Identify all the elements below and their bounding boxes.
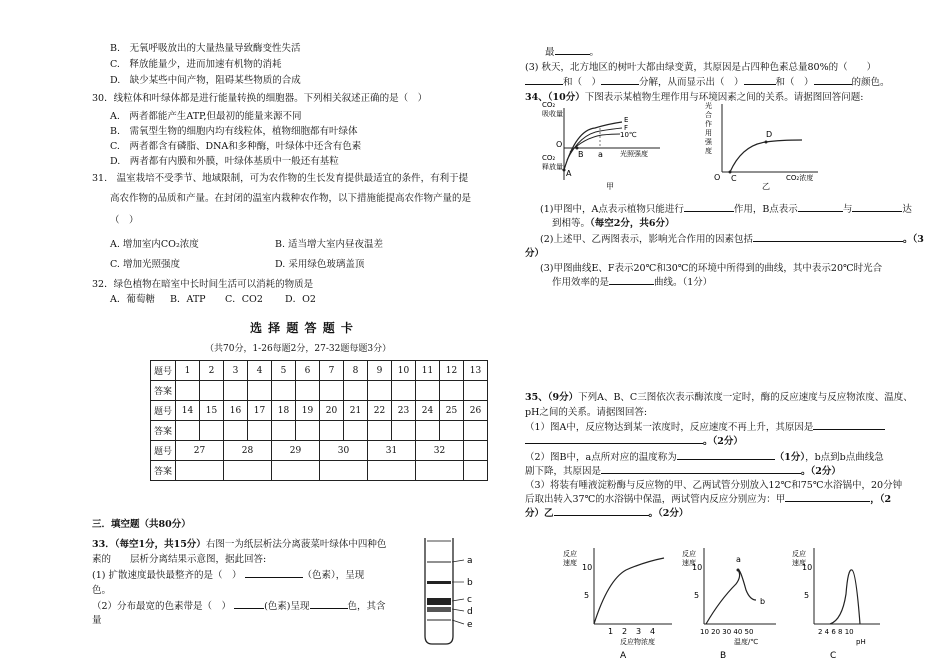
row-label: 答案: [151, 421, 176, 441]
empty-cell: [464, 441, 488, 461]
empty-cell: [464, 461, 488, 481]
q31-paren: （ ）: [110, 215, 139, 226]
q34-q2-a: (2)上述甲、乙两图表示，影响光合作用的因素包括: [540, 234, 753, 245]
answer-cell[interactable]: [344, 421, 368, 441]
answer-cell[interactable]: [224, 461, 272, 481]
q35-q1-score: 。（2分）: [703, 436, 743, 447]
chromatography-tube-figure: [410, 536, 490, 648]
question-number: 1: [176, 361, 200, 381]
q35-q2-d: 剧下降，其原因是: [525, 466, 602, 477]
q34-q3-line2: [552, 274, 712, 288]
answer-cell[interactable]: [464, 421, 488, 441]
question-number: 32: [416, 441, 464, 461]
q32-stem: 32．绿色植物在暗室中长时间生活可以消耗的物质是: [92, 279, 314, 290]
x-tick: 4: [650, 627, 656, 636]
question-number: 10: [392, 361, 416, 381]
temperature-curve: [706, 570, 756, 624]
x-axis-label: CO₂浓度: [786, 174, 814, 182]
tube-label-d: d: [467, 607, 473, 617]
q34-q2: [540, 231, 924, 245]
answer-cell[interactable]: [440, 421, 464, 441]
tube-label-e: e: [467, 620, 473, 630]
answer-cell[interactable]: [464, 381, 488, 401]
answer-blank[interactable]: [601, 75, 639, 85]
answer-blank[interactable]: [525, 75, 563, 85]
band-c: [427, 598, 451, 605]
q35-q1-line1: [525, 419, 885, 433]
tube-label-c: c: [467, 595, 472, 605]
answer-blank[interactable]: [684, 202, 734, 212]
q31-option-b: B. 适当增大室内昼夜温差: [275, 239, 384, 250]
x-axis-label: 反应物浓度: [620, 638, 655, 646]
answer-cell[interactable]: [416, 381, 440, 401]
x-ticks: 10 20 30 40 50: [700, 628, 754, 636]
x-tick: 3: [636, 627, 642, 636]
y-tick: 5: [694, 591, 700, 600]
q30-stem: 30．线粒体和叶绿体都是进行能量转换的细胞器。下列相关叙述正确的是（ ）: [92, 93, 428, 104]
q29-option-d: D. 缺少某些中间产物，阻碍某些物质的合成: [110, 75, 301, 86]
answer-cell[interactable]: [272, 461, 320, 481]
graph-caption: 甲: [606, 182, 614, 190]
point-a-label: a: [736, 555, 741, 564]
answer-blank[interactable]: [798, 202, 843, 212]
question-number: 24: [416, 401, 440, 421]
graph-caption: B: [720, 651, 727, 660]
question-number: 23: [392, 401, 416, 421]
answer-cell[interactable]: [176, 381, 200, 401]
q34-q1-score: （每空2分，共6分）: [590, 218, 675, 229]
question-number: 25: [440, 401, 464, 421]
graph-caption: A: [620, 651, 627, 660]
question-number: 6: [296, 361, 320, 381]
y-tick: 10: [692, 563, 703, 572]
q34-q1-b: 作用，B点表示: [733, 204, 798, 215]
curve-photosynthesis: [730, 140, 802, 172]
q33-q1-tail: （色素），呈现: [302, 570, 365, 581]
question-number: 20: [320, 401, 344, 421]
q35-q3-line1: （3）将装有唾液淀粉酶与反应物的甲、乙两试管分别放入12℃和75℃水浴锅中，20分钟: [525, 480, 903, 491]
q35-q1-line2: [525, 433, 743, 447]
band-d: [427, 607, 451, 612]
q30-option-c: C. 两者都含有磷脂、DNA和多种酶，叶绿体中还含有色素: [110, 141, 362, 152]
q33-line2: 素的 层析分离结果示意图，据此回答:: [92, 554, 267, 565]
q33-cont-end: 。: [589, 47, 600, 58]
answer-cell[interactable]: [416, 421, 440, 441]
y-axis-label: 光合作用强度: [705, 102, 712, 155]
q33-q2-tail: 色，其含: [347, 601, 386, 612]
q34-q3-b: 作用效率的是: [552, 277, 610, 288]
axis-label: 吸收量: [542, 110, 563, 118]
q35-q2-c: ，b点到b点曲线急: [805, 452, 884, 463]
answer-cell[interactable]: [296, 421, 320, 441]
q29-option-c: C. 释放能量少，进而加速有机物的消耗: [110, 59, 282, 70]
graph-caption: C: [830, 651, 837, 660]
reaction-curve: [594, 558, 664, 624]
q35-q3-score: ，（2: [870, 494, 892, 505]
q34-q1-line2: [552, 215, 675, 229]
question-number: 21: [344, 401, 368, 421]
answer-cell[interactable]: [368, 421, 392, 441]
q33-cont-3: (3) 秋天，北方地区的树叶大都由绿变黄，其原因是占四种色素总量80%的（ ）: [525, 62, 877, 73]
answer-blank[interactable]: [234, 599, 264, 609]
question-number: 8: [344, 361, 368, 381]
graph-caption: 乙: [762, 182, 770, 190]
question-number: 16: [224, 401, 248, 421]
q29-option-b: B. 无氧呼吸放出的大量热量导致酶变性失活: [110, 43, 301, 54]
band-b: [427, 581, 451, 584]
y-axis-label: 反应速度: [682, 550, 696, 567]
answer-cell[interactable]: [200, 421, 224, 441]
answer-cell[interactable]: [320, 421, 344, 441]
test-tube: [425, 538, 453, 644]
answer-cell[interactable]: [344, 381, 368, 401]
tube-label-b: b: [467, 578, 473, 588]
q33-q2-mid: (色素)呈现: [264, 601, 310, 612]
question-number: 3: [224, 361, 248, 381]
q35-line2: pH之间的关系。请据图回答:: [525, 407, 648, 418]
answer-blank[interactable]: [609, 275, 654, 285]
q31-option-d: D. 采用绿色玻璃盖顶: [275, 259, 365, 270]
graph-c: [790, 540, 890, 660]
curve-f-label: F: [624, 124, 629, 132]
q35-stem: 下列A、B、C三图依次表示酶浓度一定时，酶的反应速度与反应物浓度、温度、: [578, 392, 913, 403]
row-label: 题号: [151, 441, 176, 461]
q31-option-c: C. 增加光照强度: [110, 259, 180, 270]
y-tick: 5: [804, 591, 810, 600]
question-number: 11: [416, 361, 440, 381]
y-tick: 10: [802, 563, 813, 572]
answer-cell[interactable]: [392, 381, 416, 401]
y-tick: 10: [582, 563, 593, 572]
answer-blank[interactable]: [785, 492, 870, 502]
answer-blank[interactable]: [245, 568, 303, 578]
point-b-label: b: [760, 597, 766, 606]
answer-blank[interactable]: [677, 450, 775, 460]
q35-q3-line2: [525, 491, 891, 505]
q33-cont-4c: 和（ ）: [775, 77, 814, 88]
q30-option-a: A. 两者都能产生ATP,但最初的能量来源不同: [110, 111, 302, 122]
row-label: 题号: [151, 401, 176, 421]
q35-q3-line3: [525, 505, 688, 519]
question-number: 19: [296, 401, 320, 421]
q33-line4: 色。: [92, 585, 112, 596]
answer-blank[interactable]: [814, 75, 852, 85]
answer-cell[interactable]: [176, 461, 224, 481]
question-number: 31: [368, 441, 416, 461]
q35-q2-score2: 。（2分）: [801, 466, 841, 477]
axis-label: CO₂: [542, 154, 556, 162]
q33-text: 右图一为纸层析法分离菠菜叶绿体中四种色: [205, 539, 387, 550]
answer-cell[interactable]: [320, 381, 344, 401]
curve-e-label: E: [624, 116, 629, 124]
q33-line3: [92, 567, 364, 581]
q34-q1-a: (1)甲图中，A点表示植物只能进行: [540, 204, 684, 215]
q33-cont-1: [545, 44, 599, 58]
axis-label: 释放量: [542, 163, 563, 171]
answer-blank[interactable]: [555, 45, 590, 55]
answer-blank[interactable]: [601, 464, 801, 474]
q35-line1: [525, 389, 913, 403]
answer-cell[interactable]: [392, 421, 416, 441]
q35-q2-score: （1分）: [774, 452, 806, 463]
x-tick: 1: [608, 627, 614, 636]
curve-10c-label: 10℃: [620, 131, 637, 139]
question-number: 14: [176, 401, 200, 421]
q33-cont-4: [525, 74, 890, 88]
q34-head: 34、（10分）: [525, 92, 585, 103]
q34-q2-score: 。（3: [902, 234, 924, 245]
section-title: 三．填空题（共80分）: [92, 519, 191, 530]
q34-q1-d: 达: [902, 204, 912, 215]
q30-option-d: D. 两者都有内膜和外膜，叶绿体基质中一般还有基粒: [110, 156, 339, 167]
q32-option-a: A．葡萄糖: [110, 294, 155, 305]
q32-option-d: D．O2: [285, 294, 316, 305]
q32-option-c: C．CO2: [225, 294, 263, 305]
answer-blank[interactable]: [744, 75, 776, 85]
q34-q1-e: 到相等。: [552, 218, 591, 229]
x-axis-label: 光照强度: [620, 150, 648, 158]
question-number: 4: [248, 361, 272, 381]
question-number: 13: [464, 361, 488, 381]
q34-q2-score-tail: 分）: [525, 248, 545, 259]
row-label: 答案: [151, 461, 176, 481]
q33-cont-4b: 分解，从而显示出（ ）: [639, 77, 744, 88]
table-row: [151, 461, 488, 481]
table-row: [151, 421, 488, 441]
answer-cell[interactable]: [320, 461, 368, 481]
table-row: [151, 381, 488, 401]
q33-q1: (1) 扩散速度最快最整齐的是（ ）: [92, 570, 242, 581]
point-d: [765, 141, 768, 144]
q31-stem-line1: 31. 温室栽培不受季节、地域限制，可为农作物的生长发育提供最适宜的条件，有利于提: [92, 173, 469, 184]
question-number: 7: [320, 361, 344, 381]
q33-line1: [92, 536, 386, 550]
answer-blank[interactable]: [813, 420, 885, 430]
question-number: 2: [200, 361, 224, 381]
answer-cell[interactable]: [272, 421, 296, 441]
answer-cell[interactable]: [176, 421, 200, 441]
x-tick: 2: [622, 627, 628, 636]
q33-cont-4d: 的颜色。: [851, 77, 890, 88]
q32-option-b: B．ATP: [170, 294, 206, 305]
question-number: 27: [176, 441, 224, 461]
row-label: 题号: [151, 361, 176, 381]
answer-cell[interactable]: [296, 381, 320, 401]
point-a-lower-label: a: [598, 150, 603, 159]
answer-cell[interactable]: [368, 461, 416, 481]
q34-stem: 下图表示某植物生理作用与环境因素之间的关系。请据图回答问题:: [584, 92, 864, 103]
point-a: [737, 569, 740, 572]
graph-b: [680, 540, 790, 660]
q35-q3-b: 后取出转入37℃的水浴锅中保温，两试管内反应分别应为：甲: [525, 494, 786, 505]
x-axis-label: pH: [856, 638, 866, 646]
q35-q2-line2: [525, 463, 841, 477]
q33-line5: [92, 598, 386, 612]
answer-blank[interactable]: [852, 202, 902, 212]
q33-head: 33．（每空1分，共15分）: [92, 539, 206, 550]
question-number: 26: [464, 401, 488, 421]
point-d-label: D: [766, 130, 773, 139]
answer-card-table: [150, 360, 488, 481]
table-row: [151, 401, 488, 421]
question-number: 29: [272, 441, 320, 461]
q35-q3-d: 分）乙: [525, 508, 554, 519]
answer-cell[interactable]: [272, 381, 296, 401]
question-number: 30: [320, 441, 368, 461]
question-number: 5: [272, 361, 296, 381]
answer-blank[interactable]: [554, 506, 649, 516]
answer-blank[interactable]: [525, 434, 703, 444]
q33-cont-4a: 和（ ）: [563, 77, 602, 88]
question-number: 22: [368, 401, 392, 421]
answer-cell[interactable]: [248, 381, 272, 401]
q34-q1-line1: [540, 201, 912, 215]
point-b-label: B: [578, 150, 584, 159]
question-number: 9: [368, 361, 392, 381]
answer-cell[interactable]: [440, 381, 464, 401]
y-tick: 5: [584, 591, 590, 600]
ph-curve: [830, 570, 860, 624]
origin-label: O: [714, 173, 721, 182]
tube-label-a: a: [467, 556, 473, 566]
x-axis-label: 温度/℃: [734, 638, 759, 646]
q31-stem-line2: 高农作物的品质和产量。在封闭的温室内栽种农作物，以下措施能提高农作物产量的是: [110, 193, 472, 204]
question-number: 18: [272, 401, 296, 421]
answer-cell[interactable]: [416, 461, 464, 481]
q34-q1-c: 与: [842, 204, 853, 215]
q34-q3-c: 曲线。（1分）: [654, 277, 713, 288]
question-number: 17: [248, 401, 272, 421]
table-row: [151, 361, 488, 381]
graph-yi: [700, 100, 830, 190]
q33-line6: 量: [92, 615, 102, 626]
graph-a: [560, 540, 680, 660]
x-ticks: 2 4 6 8 10: [818, 628, 854, 636]
answer-card-title: 选 择 题 答 题 卡: [250, 321, 354, 335]
answer-cell[interactable]: [248, 421, 272, 441]
question-number: 28: [224, 441, 272, 461]
q35-q1-a: （1）图A中，反应物达到某一浓度时，反应速度不再上升，其原因是: [525, 422, 814, 433]
y-axis-label: 反应速度: [792, 550, 806, 567]
answer-blank[interactable]: [310, 599, 348, 609]
point-c-label: C: [731, 174, 737, 183]
graph-jia: [540, 100, 680, 190]
answer-cell[interactable]: [224, 381, 248, 401]
y-axis-label: 反应速度: [563, 550, 577, 567]
table-row: [151, 441, 488, 461]
q33-q2: （2）分布最宽的色素带是（ ）: [92, 601, 232, 612]
answer-cell[interactable]: [224, 421, 248, 441]
axis-label: CO₂: [542, 101, 556, 109]
q33-cont-text: 最: [545, 47, 555, 58]
q30-option-b: B. 需氧型生物的细胞内均有线粒体，植物细胞都有叶绿体: [110, 126, 358, 137]
q35-q3-score2: 。（2分）: [648, 508, 689, 519]
answer-card-subtitle: （共70分，1-26每题2分，27-32题每题3分）: [205, 344, 392, 354]
q34-q3-line1: (3)甲图曲线E、F表示20℃和30℃的环境中所得到的曲线，其中表示20℃时光合: [540, 263, 883, 274]
question-number: 15: [200, 401, 224, 421]
answer-cell[interactable]: [200, 381, 224, 401]
q35-q2-line1: [525, 449, 884, 463]
answer-blank[interactable]: [753, 232, 903, 242]
q31-option-a: A. 增加室内CO₂浓度: [110, 239, 199, 250]
origin-label: O: [556, 140, 563, 149]
question-number: 12: [440, 361, 464, 381]
answer-cell[interactable]: [368, 381, 392, 401]
q35-head: 35、（9分）: [525, 392, 579, 403]
q35-q2-a: （2）图B中，a点所对应的温度称为: [525, 452, 677, 463]
point-a-label: A: [566, 169, 572, 178]
row-label: 答案: [151, 381, 176, 401]
